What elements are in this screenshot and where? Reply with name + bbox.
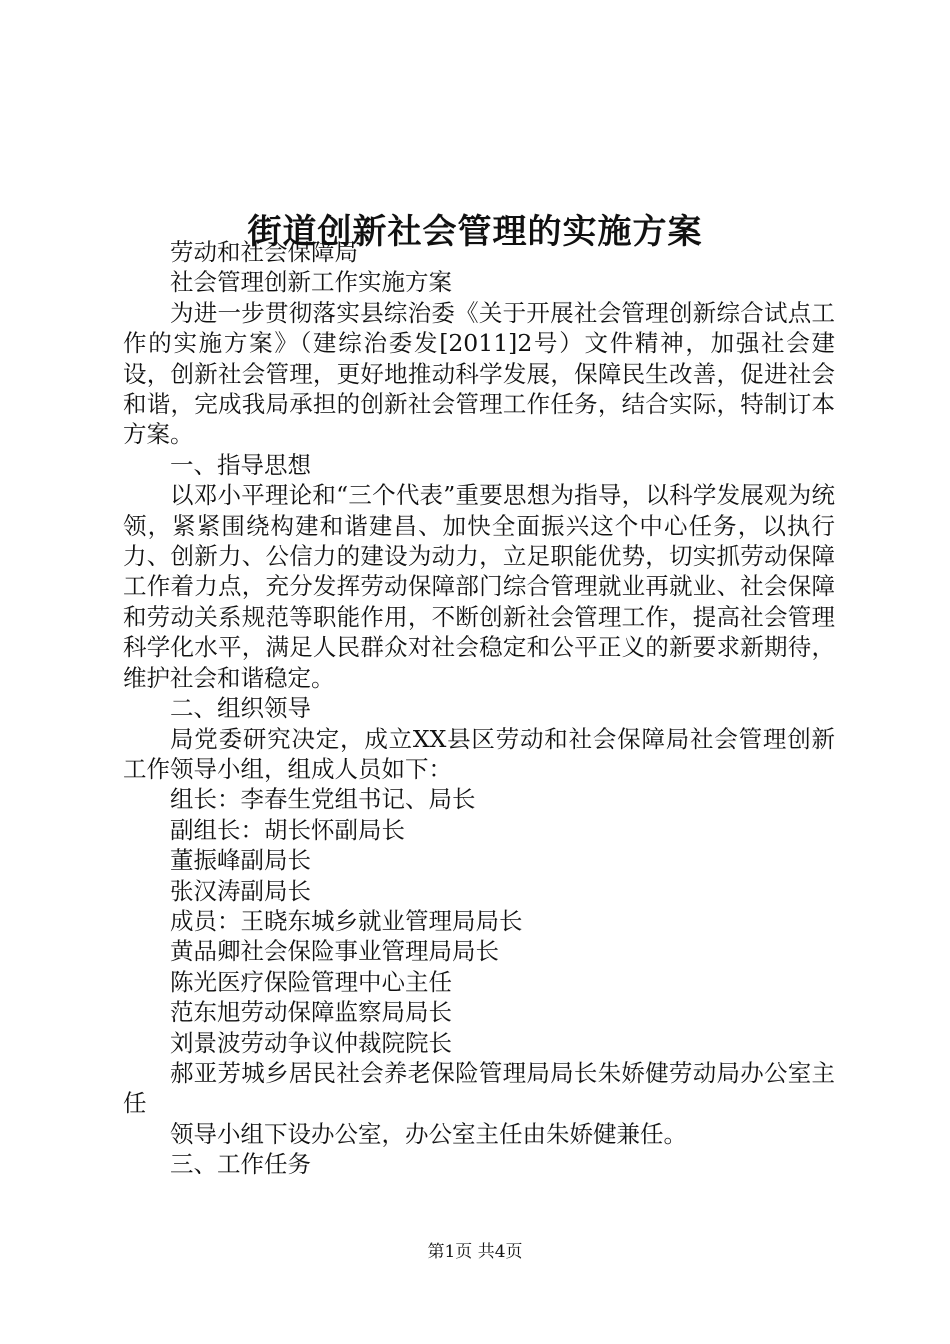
paragraph: 领导小组下设办公室，办公室主任由朱娇健兼任。 (170, 1119, 687, 1148)
member-line: 黄品卿社会保险事业管理局局长 (170, 937, 499, 966)
member-line: 成员：王晓东城乡就业管理局局长 (170, 906, 523, 935)
member-line: 陈光医疗保险管理中心主任 (170, 967, 452, 996)
member-line: 董振峰副局长 (170, 846, 311, 875)
section-heading: 一、指导思想 (170, 450, 311, 479)
paragraph: 以邓小平理论和“三个代表”重要思想为指导，以科学发展观为统领，紧紧围绕构建和谐建昌、加快全面振兴这个中心任务，以执行力、创新力、公信力的建设为动力，立足职能优势，切实抓劳动保障工作着力点，充分发挥劳动保障部门综合管理就业再就业、社会保障和劳动关系规范等职能作用，不断创新社会管理工作，提高社会管理科学化水平，满足人民群众对社会稳定和公平正义的新要求新期待，维护社会和谐稳定。 (123, 481, 835, 692)
member-line: 郝亚芳城乡居民社会养老保险管理局局长朱娇健劳动局办公室主任 (123, 1058, 835, 1118)
member-line: 张汉涛副局长 (170, 876, 311, 905)
section-heading: 二、组织领导 (170, 694, 311, 723)
paragraph: 劳动和社会保障局 (170, 238, 358, 266)
paragraph: 社会管理创新工作实施方案 (170, 268, 452, 297)
paragraph: 局党委研究决定，成立XX县区劳动和社会保障局社会管理创新工作领导小组，组成人员如下： (123, 724, 835, 783)
member-line: 刘景波劳动争议仲裁院院长 (170, 1028, 452, 1057)
paragraph: 为进一步贯彻落实县综治委《关于开展社会管理创新综合试点工作的实施方案》（建综治委发[2011]2号）文件精神，加强社会建设，创新社会管理，更好地推动科学发展，保障民生改善，促进社会和谐，完成我局承担的创新社会管理工作任务，结合实际，特制订本方案。 (123, 298, 835, 449)
member-line: 范东旭劳动保障监察局局长 (170, 998, 452, 1027)
member-line: 组长：李春生党组书记、局长 (170, 785, 476, 814)
page-footer: 第1页 共4页 (427, 1242, 523, 1262)
member-line: 副组长：胡长怀副局长 (170, 815, 405, 844)
page-title: 街道创新社会管理的实施方案 (247, 211, 703, 252)
document-body (123, 237, 835, 1180)
section-heading: 三、工作任务 (170, 1150, 311, 1179)
